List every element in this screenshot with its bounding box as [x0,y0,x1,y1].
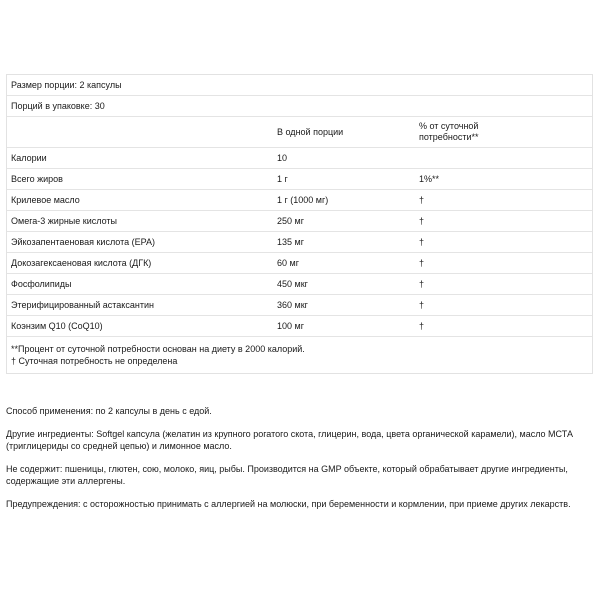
nutrient-rows [7,148,592,337]
supplement-facts-table [6,74,593,374]
nutrient-amount: 100 мг [277,321,304,331]
nutrient-daily-value: † [419,299,425,310]
serving-size: Размер порции: 2 капсулы [11,80,122,90]
table-row [7,148,592,169]
nutrient-name: Эйкозапентаеновая кислота (EPA) [11,237,155,247]
nutrient-amount: 135 мг [277,237,304,247]
usage-text: Способ применения: по 2 капсулы в день с едой. [6,406,212,416]
header-per-serving: В одной порции [277,127,344,137]
table-row [7,274,592,295]
nutrient-amount: 450 мкг [277,279,308,289]
nutrient-amount: 60 мг [277,258,299,268]
footnote-daily-value: **Процент от суточной потребности основан на диету в 2000 калорий. [11,344,305,354]
nutrient-amount: 1 г (1000 мг) [277,195,329,205]
nutrient-amount: 10 [277,153,288,163]
nutrient-daily-value: 1%** [419,173,440,184]
nutrient-name: Докозагексаеновая кислота (ДГК) [11,258,152,268]
table-row [7,190,592,211]
table-footnotes [7,337,592,373]
table-row [7,169,592,190]
table-row [7,211,592,232]
ingredients-text: Другие ингредиенты: Softgel капсула (желатин из крупного рогатого скота, глицерин, вода, цвета органической карамели), масло МСТА (триглицериды со средней цепью) и лимонное масло. [6,429,573,451]
free-of-text: Не содержит: пшеницы, глютен, сою, молоко, яиц, рыбы. Производится на GMP объекте, который обрабатывает другие ингредиенты, содержащие эти аллергены. [6,464,568,486]
serving-size-row [7,75,592,96]
nutrient-amount: 1 г [277,174,288,184]
nutrient-daily-value: † [419,278,425,289]
nutrient-daily-value: † [419,257,425,268]
table-row [7,295,592,316]
nutrient-name: Коэнзим Q10 (CoQ10) [11,321,103,331]
nutrient-name: Всего жиров [11,174,63,184]
nutrient-amount: 360 мкг [277,300,308,310]
nutrient-name: Фосфолипиды [11,279,72,289]
table-header [7,117,592,148]
table-row [7,232,592,253]
warnings-text: Предупреждения: с осторожностью принимать с аллергией на молюски, при беременности и кормлении, при приеме других лекарств. [6,499,571,509]
table-row [7,253,592,274]
nutrient-name: Этерифицированный астаксантин [11,300,154,310]
product-info [6,405,594,521]
nutrient-daily-value: † [419,236,425,247]
header-daily-value: % от суточной потребности** [419,121,479,142]
nutrient-daily-value: † [419,215,425,226]
footnote-dagger: † Суточная потребность не определена [11,356,178,366]
nutrient-name: Омега-3 жирные кислоты [11,216,118,226]
nutrient-name: Калории [11,153,47,163]
nutrient-daily-value: † [419,320,425,331]
servings-per-container: Порций в упаковке: 30 [11,101,105,111]
servings-per-container-row [7,96,592,117]
nutrient-daily-value: † [419,194,425,205]
nutrient-name: Крилевое масло [11,195,80,205]
nutrient-amount: 250 мг [277,216,304,226]
table-row [7,316,592,337]
